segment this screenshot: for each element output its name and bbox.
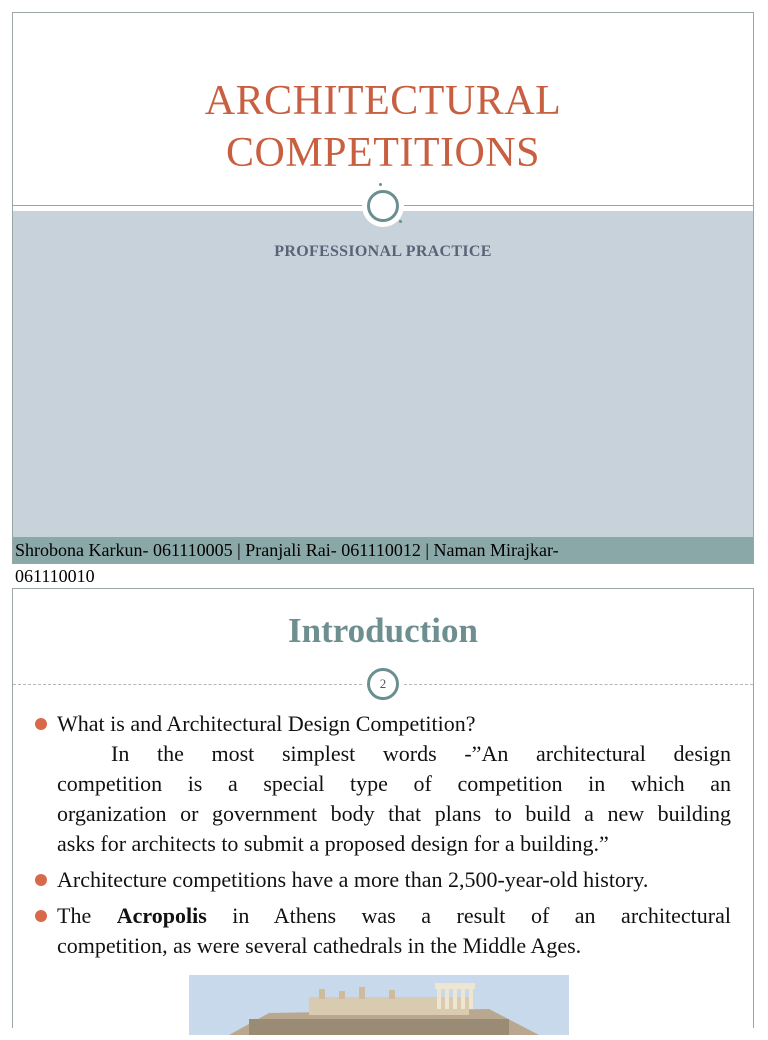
author-bar-overflow: 061110010 [15,566,95,586]
paragraph-line: organization or government body that plans to build a new building [57,801,731,826]
bullet-item [33,865,731,895]
bullet-text-pre: The [57,903,92,928]
slide-number: 2 [367,668,399,700]
bullet-text: What is and Architectural Design Competition? [57,711,476,736]
bullet-item [33,709,731,739]
slide-title-line-2: COMPETITIONS [225,130,540,176]
bullet-text-bold: Acropolis [116,903,207,928]
slide-body [33,709,731,961]
slide-number-badge [362,663,404,705]
paragraph-line: In the most simplest words -”An architectural design [111,741,731,766]
paragraph-line: competition is a special type of competition in which an [57,771,731,796]
acropolis-photo [189,975,569,1035]
title-slide [12,12,754,586]
bullet-text: Architecture competitions have a more than 2,500-year-old history. [57,867,649,892]
ring-ornament-icon [362,185,404,227]
slide-title [13,75,753,179]
slide-title-line-1: ARCHITECTURAL [204,78,562,124]
bullet-text-post: in Athens was a result of an architectural [232,903,731,928]
acropolis-image-icon [189,975,569,1035]
definition-paragraph [33,739,731,859]
bullet-text-line [57,901,731,931]
bullet-item [33,901,731,961]
slide-heading: Introduction [288,611,478,650]
bullet-text-line: competition, as were several cathedrals in the Middle Ages. [57,933,582,958]
slide-subtitle: PROFESSIONAL PRACTICE [274,243,492,260]
ornament-dot-icon [399,220,402,223]
author-bar: Shrobona Karkun- 061110005 | Pranjali Rai- 061110012 | Naman Mirajkar- [13,537,753,563]
introduction-slide [12,588,754,1028]
ornament-dot-icon [379,183,382,186]
paragraph-line: asks for architects to submit a proposed design for a building.” [57,831,609,856]
